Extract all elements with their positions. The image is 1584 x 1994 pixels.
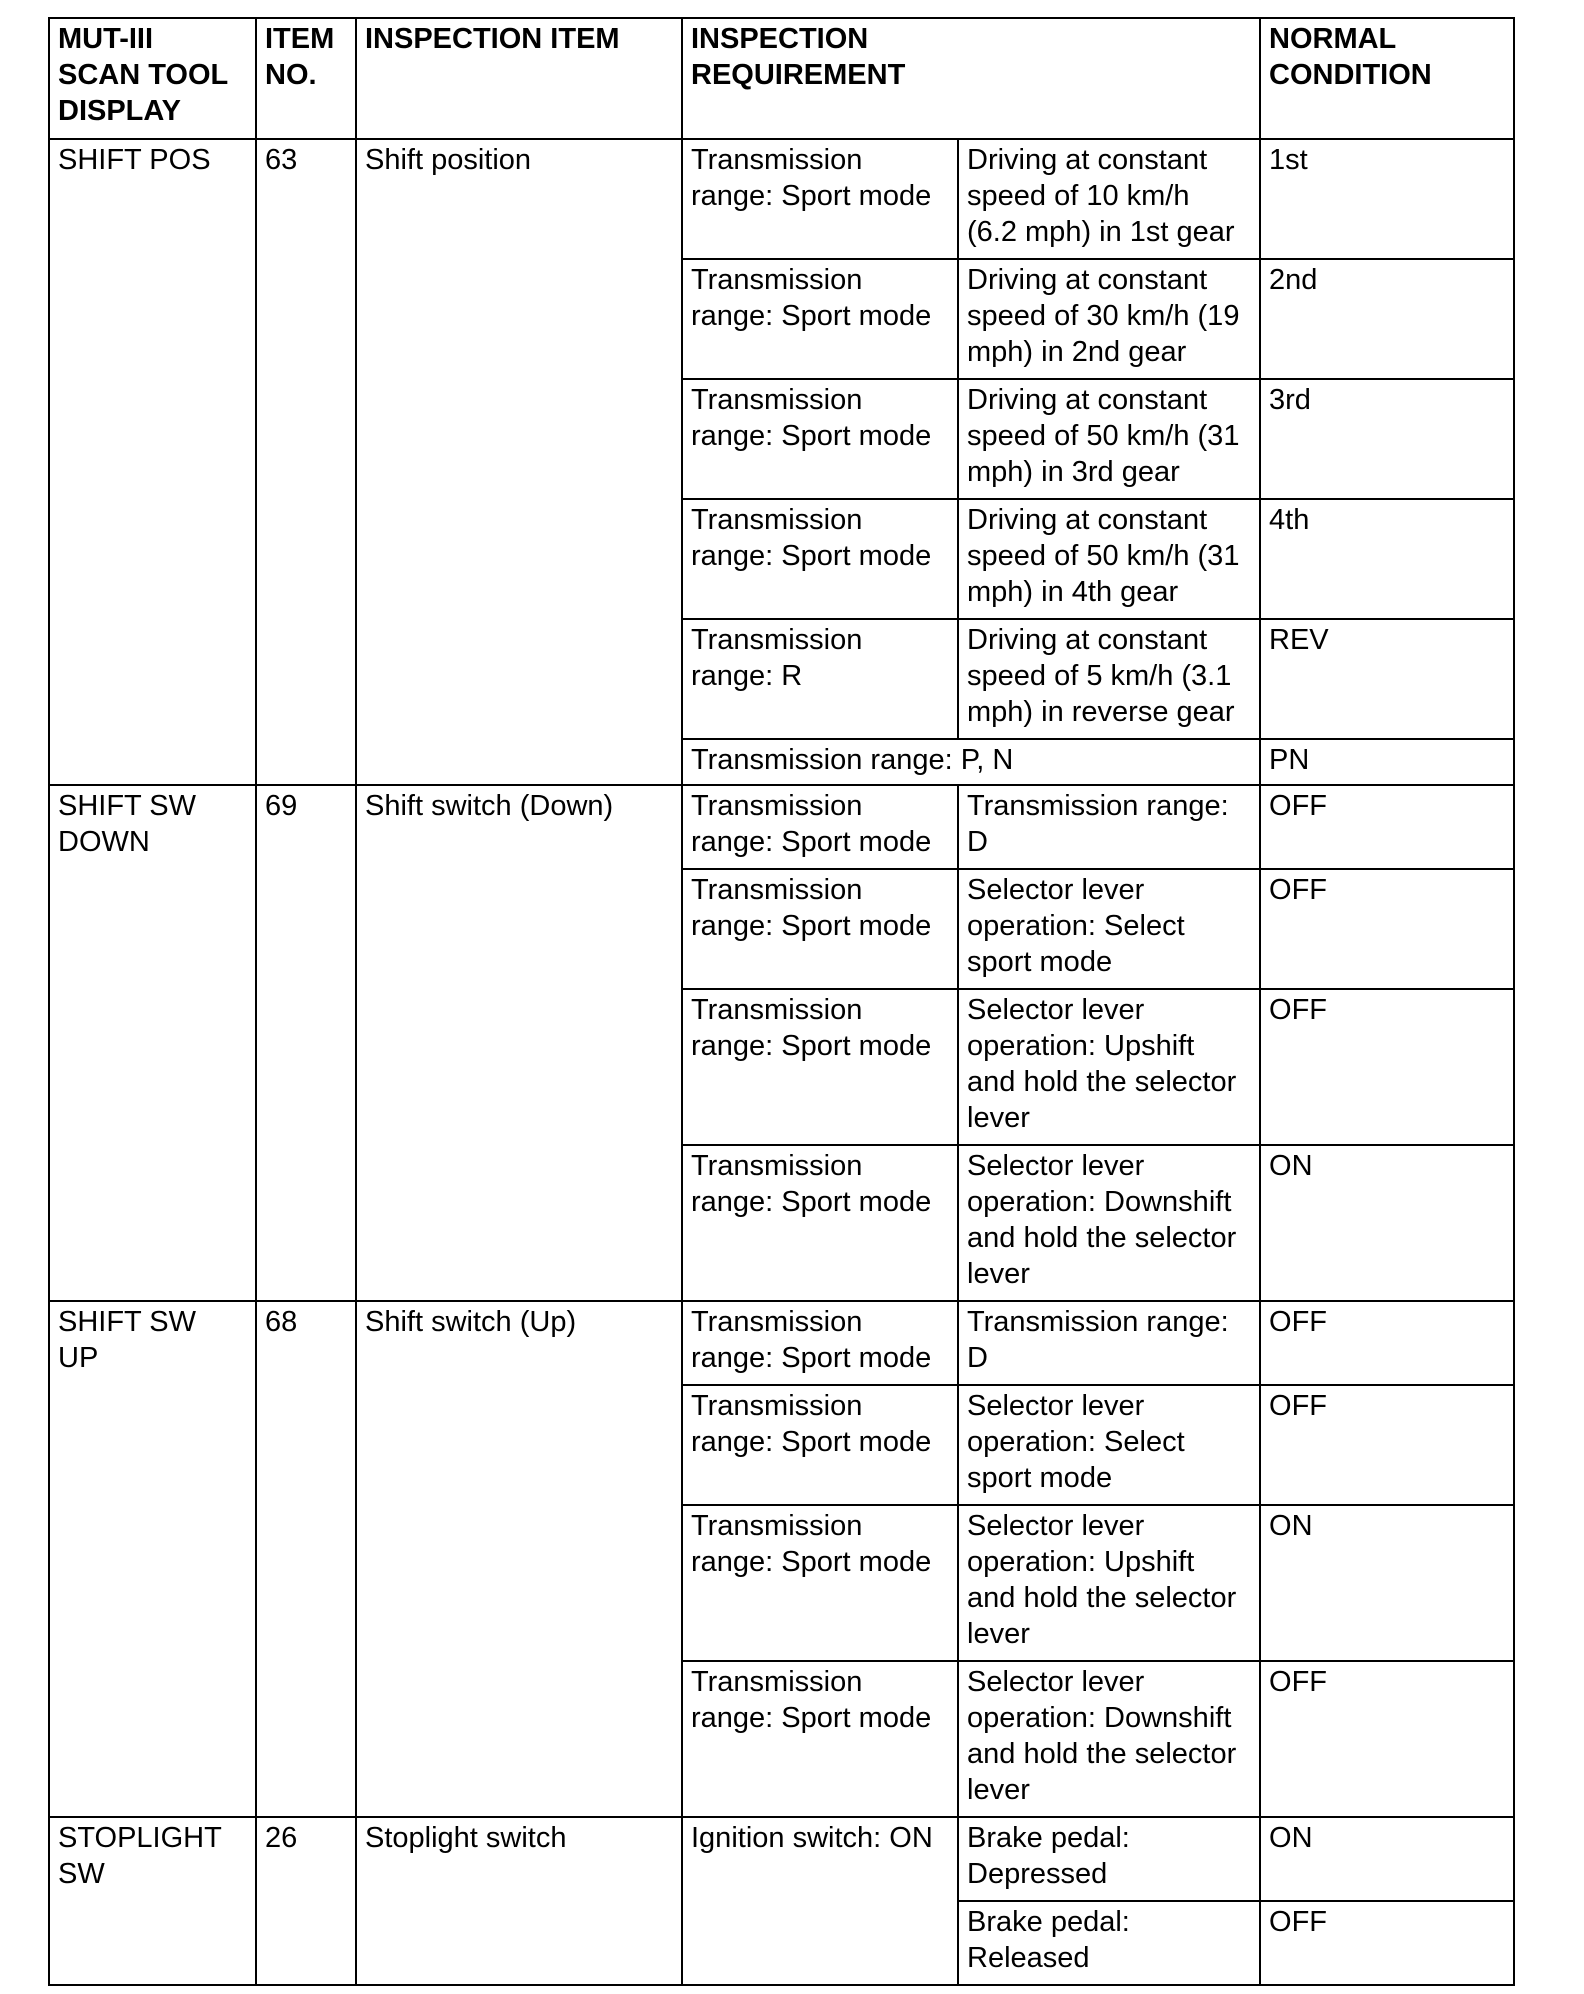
requirement-condition-cell: Transmission range: R bbox=[682, 619, 958, 739]
normal-condition-cell: ON bbox=[1260, 1145, 1514, 1301]
normal-condition-cell: 1st bbox=[1260, 139, 1514, 259]
normal-condition-cell: OFF bbox=[1260, 1661, 1514, 1817]
inspection-item-cell: Stoplight switch bbox=[356, 1817, 682, 1985]
table-row bbox=[49, 1301, 1514, 1385]
requirement-condition-cell: Transmission range: Sport mode bbox=[682, 259, 958, 379]
item-no-cell: 68 bbox=[256, 1301, 356, 1817]
requirement-condition-cell: Transmission range: Sport mode bbox=[682, 869, 958, 989]
requirement-detail-cell: Driving at constant speed of 10 km/h (6.2 mph) in 1st gear bbox=[958, 139, 1260, 259]
requirement-condition-cell: Transmission range: Sport mode bbox=[682, 785, 958, 869]
requirement-detail-cell: Brake pedal: Depressed bbox=[958, 1817, 1260, 1901]
requirement-condition-cell: Transmission range: Sport mode bbox=[682, 379, 958, 499]
requirement-detail-cell: Driving at constant speed of 5 km/h (3.1 mph) in reverse gear bbox=[958, 619, 1260, 739]
inspection-item-cell: Shift switch (Down) bbox=[356, 785, 682, 1301]
requirement-detail-cell: Driving at constant speed of 30 km/h (19 mph) in 2nd gear bbox=[958, 259, 1260, 379]
requirement-condition-cell: Transmission range: Sport mode bbox=[682, 1301, 958, 1385]
normal-condition-cell: OFF bbox=[1260, 1901, 1514, 1985]
header-row bbox=[49, 18, 1514, 139]
inspection-table bbox=[48, 17, 1515, 1986]
normal-condition-cell: ON bbox=[1260, 1505, 1514, 1661]
table-row bbox=[49, 1817, 1514, 1901]
normal-condition-cell: REV bbox=[1260, 619, 1514, 739]
display-cell: SHIFT POS bbox=[49, 139, 256, 785]
inspection-item-cell: Shift switch (Up) bbox=[356, 1301, 682, 1817]
requirement-detail-cell: Selector lever operation: Select sport mode bbox=[958, 1385, 1260, 1505]
requirement-condition-cell: Ignition switch: ON bbox=[682, 1817, 958, 1985]
requirement-detail-cell: Selector lever operation: Upshift and hold the selector lever bbox=[958, 1505, 1260, 1661]
display-cell: STOPLIGHT SW bbox=[49, 1817, 256, 1985]
header-display: MUT-III SCAN TOOL DISPLAY bbox=[49, 18, 256, 139]
normal-condition-cell: 2nd bbox=[1260, 259, 1514, 379]
requirement-detail-cell: Transmission range: D bbox=[958, 1301, 1260, 1385]
requirement-condition-cell: Transmission range: Sport mode bbox=[682, 989, 958, 1145]
requirement-detail-cell: Brake pedal: Released bbox=[958, 1901, 1260, 1985]
normal-condition-cell: OFF bbox=[1260, 1301, 1514, 1385]
normal-condition-cell: 3rd bbox=[1260, 379, 1514, 499]
requirement-condition-cell: Transmission range: Sport mode bbox=[682, 1385, 958, 1505]
requirement-condition-cell: Transmission range: Sport mode bbox=[682, 1505, 958, 1661]
requirement-full-cell: Transmission range: P, N bbox=[682, 739, 1260, 785]
header-requirement: INSPECTION REQUIREMENT bbox=[682, 18, 1260, 139]
inspection-item-cell: Shift position bbox=[356, 139, 682, 785]
normal-condition-cell: OFF bbox=[1260, 785, 1514, 869]
item-no-cell: 69 bbox=[256, 785, 356, 1301]
item-no-cell: 26 bbox=[256, 1817, 356, 1985]
requirement-detail-cell: Selector lever operation: Upshift and hold the selector lever bbox=[958, 989, 1260, 1145]
header-inspection-item: INSPECTION ITEM bbox=[356, 18, 682, 139]
header-item-no: ITEM NO. bbox=[256, 18, 356, 139]
normal-condition-cell: OFF bbox=[1260, 989, 1514, 1145]
table-row bbox=[49, 785, 1514, 869]
requirement-condition-cell: Transmission range: Sport mode bbox=[682, 1145, 958, 1301]
display-cell: SHIFT SW UP bbox=[49, 1301, 256, 1817]
normal-condition-cell: ON bbox=[1260, 1817, 1514, 1901]
requirement-detail-cell: Driving at constant speed of 50 km/h (31 mph) in 3rd gear bbox=[958, 379, 1260, 499]
header-normal-condition: NORMAL CONDITION bbox=[1260, 18, 1514, 139]
item-no-cell: 63 bbox=[256, 139, 356, 785]
requirement-detail-cell: Selector lever operation: Downshift and hold the selector lever bbox=[958, 1661, 1260, 1817]
requirement-detail-cell: Transmission range: D bbox=[958, 785, 1260, 869]
requirement-detail-cell: Driving at constant speed of 50 km/h (31 mph) in 4th gear bbox=[958, 499, 1260, 619]
normal-condition-cell: 4th bbox=[1260, 499, 1514, 619]
table-row bbox=[49, 139, 1514, 259]
display-cell: SHIFT SW DOWN bbox=[49, 785, 256, 1301]
requirement-condition-cell: Transmission range: Sport mode bbox=[682, 499, 958, 619]
normal-condition-cell: PN bbox=[1260, 739, 1514, 785]
requirement-detail-cell: Selector lever operation: Downshift and hold the selector lever bbox=[958, 1145, 1260, 1301]
requirement-condition-cell: Transmission range: Sport mode bbox=[682, 1661, 958, 1817]
requirement-detail-cell: Selector lever operation: Select sport mode bbox=[958, 869, 1260, 989]
requirement-condition-cell: Transmission range: Sport mode bbox=[682, 139, 958, 259]
normal-condition-cell: OFF bbox=[1260, 869, 1514, 989]
normal-condition-cell: OFF bbox=[1260, 1385, 1514, 1505]
